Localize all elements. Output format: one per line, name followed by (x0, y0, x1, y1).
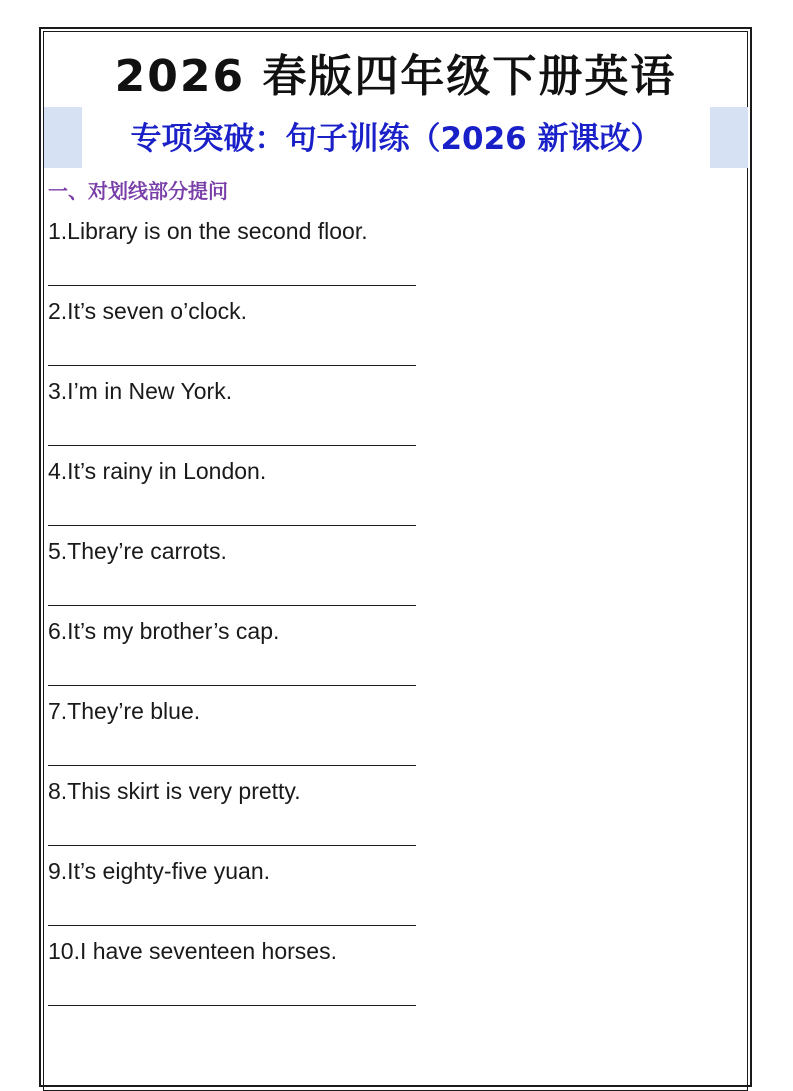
answer-line[interactable] (48, 445, 416, 446)
question-item (48, 692, 738, 772)
section-heading: 一、对划线部分提问 (48, 179, 228, 203)
answer-line[interactable] (48, 845, 416, 846)
question-item (48, 452, 738, 532)
question-list (48, 212, 738, 1012)
question-text: 4.It’s rainy in London. (48, 458, 267, 484)
question-text: 6.It’s my brother’s cap. (48, 618, 280, 644)
question-item (48, 932, 738, 1012)
answer-line[interactable] (48, 685, 416, 686)
question-text: 10.I have seventeen horses. (48, 938, 337, 964)
question-text: 8.This skirt is very pretty. (48, 778, 301, 804)
question-item (48, 212, 738, 292)
answer-line[interactable] (48, 605, 416, 606)
banner-left-accent (44, 107, 82, 168)
question-text: 9.It’s eighty-five yuan. (48, 858, 271, 884)
answer-line[interactable] (48, 765, 416, 766)
question-text: 5.They’re carrots. (48, 538, 227, 564)
question-text: 1.Library is on the second floor. (48, 218, 368, 244)
answer-line[interactable] (48, 525, 416, 526)
page-title: 2026 春版四年级下册英语 (114, 51, 677, 102)
question-text: 2.It’s seven o’clock. (48, 298, 248, 324)
question-text: 3.I’m in New York. (48, 378, 233, 404)
question-text: 7.They’re blue. (48, 698, 201, 724)
answer-line[interactable] (48, 925, 416, 926)
subtitle-banner (44, 107, 748, 168)
question-item (48, 852, 738, 932)
question-item (48, 612, 738, 692)
question-item (48, 772, 738, 852)
answer-line[interactable] (48, 365, 416, 366)
answer-line[interactable] (48, 285, 416, 286)
answer-line[interactable] (48, 1005, 416, 1006)
question-item (48, 292, 738, 372)
question-item (48, 372, 738, 452)
banner-right-accent (710, 107, 748, 168)
page-subtitle: 专项突破：句子训练（2026 新课改） (130, 121, 662, 157)
question-item (48, 532, 738, 612)
